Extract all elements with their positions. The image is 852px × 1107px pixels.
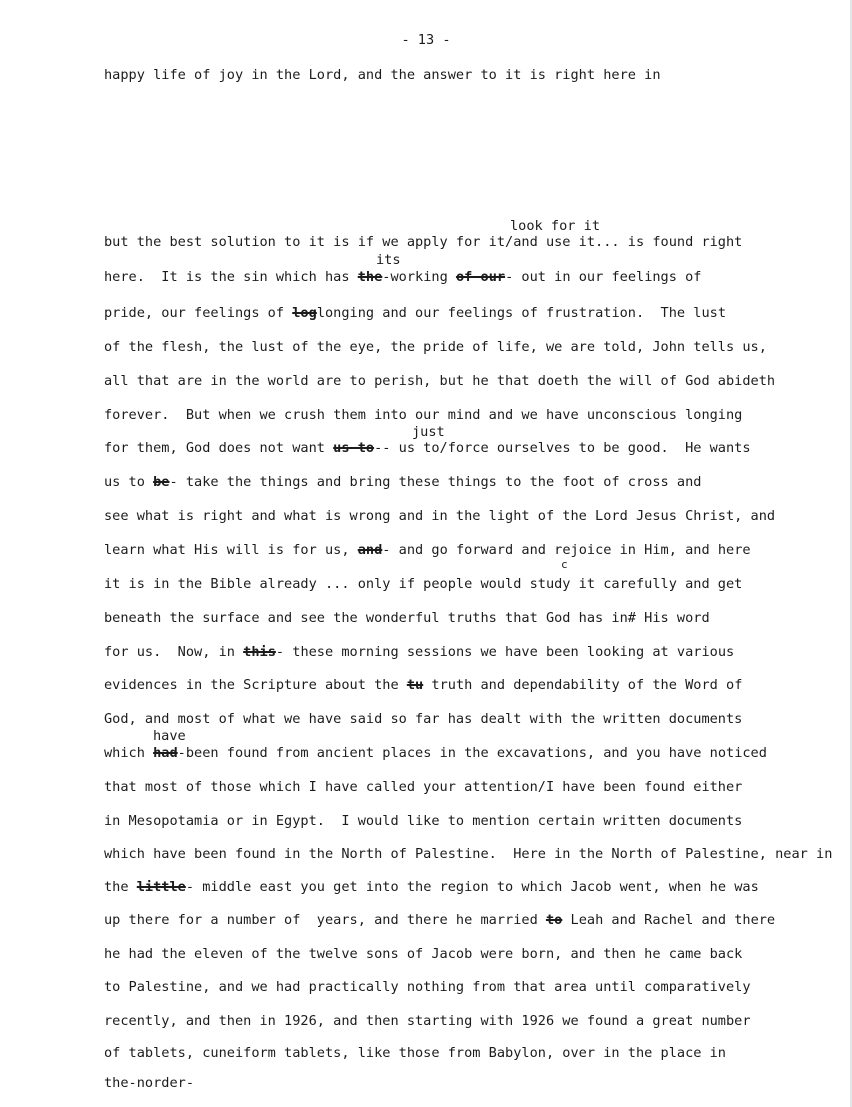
line: which had-been found from ancient places in the excavations, and you have noticed [104,745,767,761]
line: pride, our feelings of loglonging and our feelings of frustration. The lust [104,305,727,321]
line: us to be- take the things and bring these things to the foot of cross and [104,474,702,490]
line: for us. Now, in this- these morning sessions we have been looking at various [104,644,735,660]
line: for them, God does not want us-to-- us to/force ourselves to be good. He wants [104,440,751,456]
line: see what is right and what is wrong and in the light of the Lord Jesus Christ, and [104,508,776,524]
struck-out-text: tu [406,677,424,693]
struck-out-text: had [153,745,178,761]
line: evidences in the Scripture about the tu truth and dependability of the Word of [104,677,743,693]
line: the-norder- [104,1075,195,1091]
line: up there for a number of years, and there he married to Leah and Rachel and there [104,912,776,928]
line: learn what His will is for us, and- and go forward and rejoice in Him, and here [104,542,751,558]
struck-out-text: be [153,474,170,490]
line: happy life of joy in the Lord, and the answer to it is right here in [104,67,661,83]
line: to Palestine, and we had practically nothing from that area until comparatively [104,979,751,995]
line: recently, and then in 1926, and then starting with 1926 we found a great number [104,1013,751,1029]
handwritten-insertion: c [561,558,568,571]
handwritten-insertion: look for it [510,218,601,234]
line: the little- middle east you get into the region to which Jacob went, when he was [104,879,759,895]
struck-out-text: this [243,644,276,660]
handwritten-insertion: its [376,252,401,268]
struck-out-text: the [357,269,383,285]
struck-out-text: log [292,305,317,321]
line: he had the eleven of the twelve sons of Jacob were born, and then he came back [104,946,743,962]
line: which have been found in the North of Palestine. Here in the North of Palestine, near in [104,846,833,862]
line: here. It is the sin which has the-working of-our- out in our feelings of [104,269,702,285]
line: God, and most of what we have said so far has dealt with the written documents [104,711,743,727]
struck-out-text: of-our [455,269,506,285]
line: it is in the Bible already ... only if people would study it carefully and get [104,576,743,592]
struck-out-text: little [136,879,186,895]
line: that most of those which I have called your attention/I have been found either [104,779,743,795]
line: all that are in the world are to perish, but he that doeth the will of God abideth [104,373,776,389]
line: but the best solution to it is if we apply for it/and use it... is found right [104,234,743,250]
line: of tablets, cuneiform tablets, like those from Babylon, over in the place in [104,1045,726,1061]
line: forever. But when we crush them into our mind and we have unconscious longing [104,407,743,423]
line: of the flesh, the lust of the eye, the pride of life, we are told, John tells us, [104,339,767,355]
handwritten-insertion: have [153,728,186,744]
line: in Mesopotamia or in Egypt. I would like to mention certain written documents [104,813,743,829]
line: beneath the surface and see the wonderful truths that God has in# His word [104,610,710,626]
handwritten-insertion: just [412,424,445,440]
struck-out-text: to [545,912,563,928]
struck-out-text: and [357,542,383,558]
page-number: - 13 - [401,32,451,48]
struck-out-text: us-to [333,440,375,456]
